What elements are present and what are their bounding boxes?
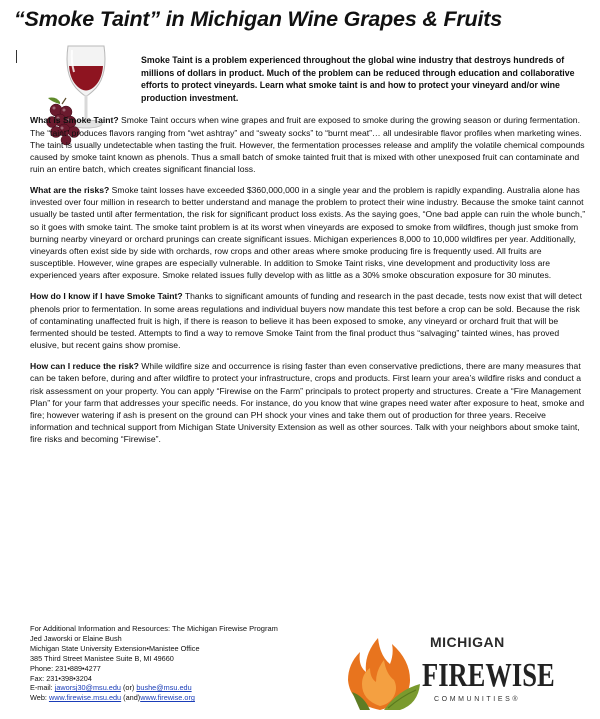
web-and: (and): [121, 693, 141, 703]
section-what-is: [30, 114, 588, 175]
section-heading: What are the risks?: [30, 185, 110, 196]
web-label: Web:: [30, 693, 49, 703]
page-title: “Smoke Taint” in Michigan Wine Grapes & Fruits: [14, 7, 502, 31]
email-or: (or): [120, 683, 137, 693]
intro-paragraph: Smoke Taint is a problem experienced throughout the global wine industry that destroys hundreds of millions of dollars in product. Much of the problem can be reduced through education and collaborative efforts to protect vineyards. Learn what smoke taint is and how to protect your vineyard and/or wine production investment.: [141, 55, 575, 103]
section-heading: What is Smoke Taint?: [30, 115, 119, 126]
logo-michigan-text: MICHIGAN: [430, 634, 505, 650]
email-link-jaworski[interactable]: jaworsj30@msu.edu: [54, 683, 121, 693]
web-link-firewise[interactable]: www.firewise.org: [140, 693, 195, 703]
section-how-know: [30, 290, 588, 351]
footer-title: For Additional Information and Resources: The Michigan Firewise Program: [30, 624, 278, 633]
section-reduce-risk: [30, 360, 588, 445]
footer-email-line: [30, 683, 360, 693]
logo-firewise-text: FIREWISE: [422, 657, 555, 694]
email-link-bush[interactable]: bushe@msu.edu: [136, 683, 192, 693]
footer-fax: Fax: 231•398•3204: [30, 673, 92, 683]
section-risks: [30, 184, 588, 281]
section-text: Thanks to significant amounts of funding and research in the past decade, tests now exist that will detect phenols prior to fermentation. In some areas regulations and individual buyers now mandate this test before a crop can be sold. Because the risk of contaminating unaffected fruit is high, if there is reason to believe it has been exposed to smoke, any vineyard or orchard fruit that will be fermented should be tested. Attempts to find a way to remove Smoke Taint from the final product thus “salvaging” tainted wines, has proved elusive, but recent gains show promise.: [30, 291, 582, 351]
section-text: Smoke taint losses have exceeded $360,000,000 in a single year and the problem is rapidly expanding. Australia alone has invested over four million in research to better understand and manage the problem to protect their wine industry. Because the smoke taint cannot usually be tasted until after fermentation, the risk for significant product loss exists. As the saying goes, “One bad apple can ruin the whole bunch,” so it goes with smoke taint. The smoke taint problem is at its worst when vineyards are exposed to smoke from wildfires, though just smoke from burning nearby vineyard or orchard prunings can create significant issues. Michigan experiences 8,000 to 10,000 wildfires per year. Additionally, vineyards often exist side by side with orchards, row crops and other areas where smoke producing fire is frequently used. All fruits are susceptible. However, wine grapes are especially vulnerable. In addition to Smoke Taint risks, vine development and productivity loss are experienced years after exposure. Smoke related issues fully develop with as little as a 30% smoke obscuration exposure for 30 minutes.: [30, 185, 586, 281]
contact-footer: [30, 624, 360, 703]
section-heading: How can I reduce the risk?: [30, 361, 139, 372]
article-body: [30, 54, 588, 454]
logo-communities-text: COMMUNITIES®: [434, 696, 521, 703]
footer-org: Michigan State University Extension•Manistee Office: [30, 643, 200, 653]
footer-web-line: [30, 693, 360, 703]
web-link-msu[interactable]: www.firewise.msu.edu: [48, 693, 122, 703]
text-cursor: [16, 50, 17, 63]
section-text: While wildfire size and occurrence is rising faster than even conservative predictions, there are many measures that can be taken before, during and after wildfire to protect your infrastructure, crops and products. First learn your area’s wildfire risks and conduct a risk assessment on your property. You can apply “Firewise on the Farm” principals to protect property and structures. Create a “Fire Management Plan” for your farm that addresses your specific needs. For instance, do you know that wine grapes need water after exposure to heat, smoke and fire; however watering if ash is present on the ground can PH shock your vines and take them out of production for three years. Receive information and technical support from Michigan State University Extension as well as other sources. Talk with your neighbors about smoke taint, fire risks and becoming “Firewise”.: [30, 361, 585, 445]
section-text: Smoke Taint occurs when wine grapes and fruit are exposed to smoke during the growing season or during fermentation. The “taint” produces flavors ranging from “wet ashtray” and “sweaty socks” to “burnt meat”… all undesirable flavor profiles when marketing wines. The taint is usually undetectable when tasting the fruit. However, the fermentation processes release and amplify the volatile chemical compounds caused by smoke taint known as phenols. Thus a small batch of smoke tainted fruit that is mixed with other unexposed fruit can contaminate and ruin an entire batch, which creates significant financial loss.: [30, 115, 585, 174]
michigan-firewise-logo: [338, 628, 578, 714]
footer-phone: Phone: 231•889•4277: [30, 663, 101, 673]
footer-address: 385 Third Street Manistee Suite B, MI 49660: [30, 653, 174, 663]
email-label: E-mail:: [30, 683, 55, 693]
section-heading: How do I know if I have Smoke Taint?: [30, 291, 183, 302]
flame-leaf-icon: [340, 634, 426, 712]
footer-contacts: Jed Jaworski or Elaine Bush: [30, 633, 122, 643]
